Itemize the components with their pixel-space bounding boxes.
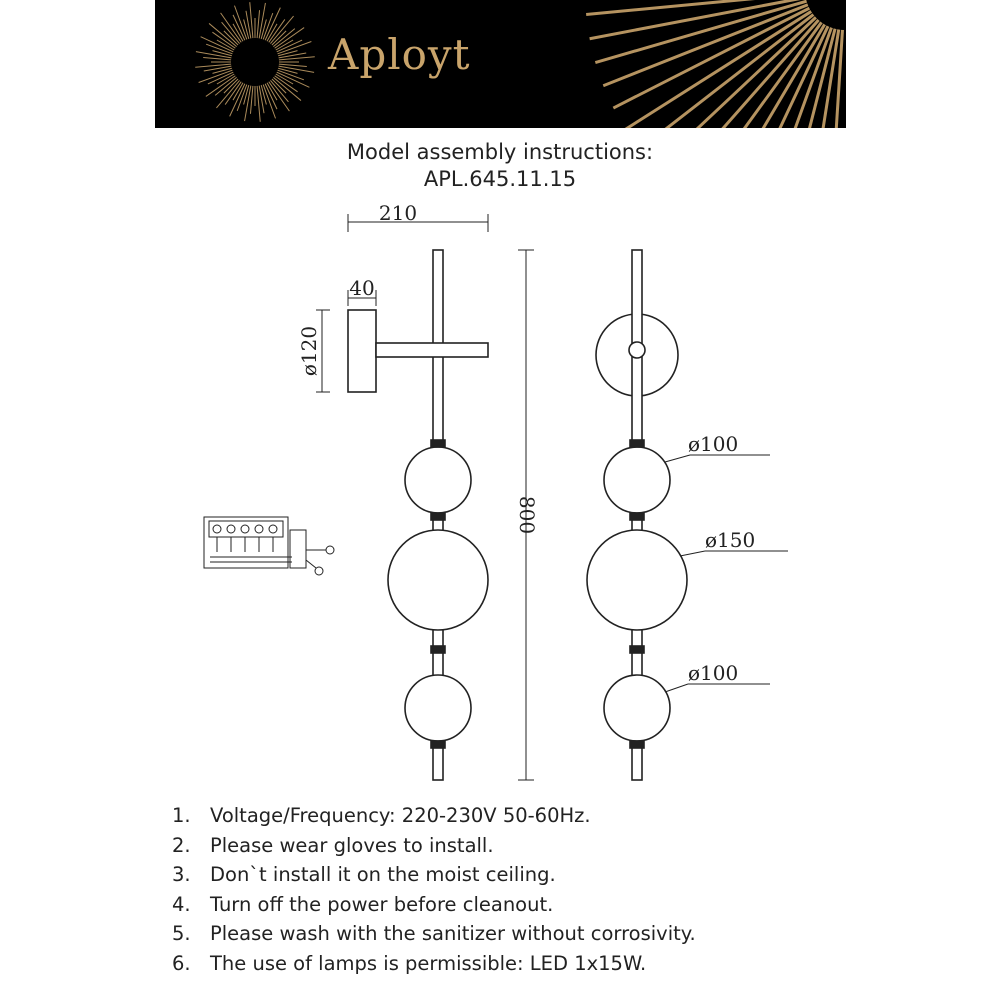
model-number: APL.645.11.15	[423, 167, 577, 191]
front-view	[587, 250, 687, 780]
side-view	[348, 250, 488, 780]
front-cap	[630, 741, 644, 748]
instruction-notes	[172, 801, 696, 979]
ball-middle-label: ø150	[705, 528, 756, 552]
width-label: 210	[378, 201, 418, 225]
note-item: 2. Please wear gloves to install.	[172, 833, 494, 857]
side-cap	[431, 741, 445, 748]
front-cap	[630, 646, 644, 653]
note-item: 6. The use of lamps is permissible: LED 1x15W.	[172, 951, 647, 975]
side-ball-bottom	[405, 675, 471, 741]
height-label: 800	[515, 495, 539, 535]
side-ball-middle	[388, 530, 488, 630]
base-diameter-label: ø120	[297, 325, 321, 377]
note-item: 4. Turn off the power before cleanout.	[172, 892, 554, 916]
front-mount-knob	[629, 342, 645, 358]
side-cap	[431, 646, 445, 653]
front-cap	[630, 513, 644, 520]
page-title: Model assembly instructions:	[346, 140, 654, 164]
ball-bottom-label: ø100	[688, 661, 739, 685]
side-cap	[431, 513, 445, 520]
note-item: 1. Voltage/Frequency: 220-230V 50-60Hz.	[172, 804, 591, 827]
depth-label: 40	[349, 276, 375, 300]
note-item: 3. Don`t install it on the moist ceiling.	[172, 863, 556, 887]
front-ball-bottom	[604, 675, 670, 741]
brand-name: Aployt	[328, 30, 471, 79]
terminal-block-icon	[204, 517, 334, 575]
front-cap	[630, 440, 644, 447]
front-ball-middle	[587, 530, 687, 630]
front-ball-top	[604, 447, 670, 513]
note-item: 5. Please wash with the sanitizer without corrosivity.	[172, 922, 696, 946]
side-cap	[431, 440, 445, 447]
ball-top-label: ø100	[688, 432, 739, 456]
side-ball-top	[405, 447, 471, 513]
side-base-plate	[348, 310, 376, 392]
side-arm	[376, 343, 488, 357]
